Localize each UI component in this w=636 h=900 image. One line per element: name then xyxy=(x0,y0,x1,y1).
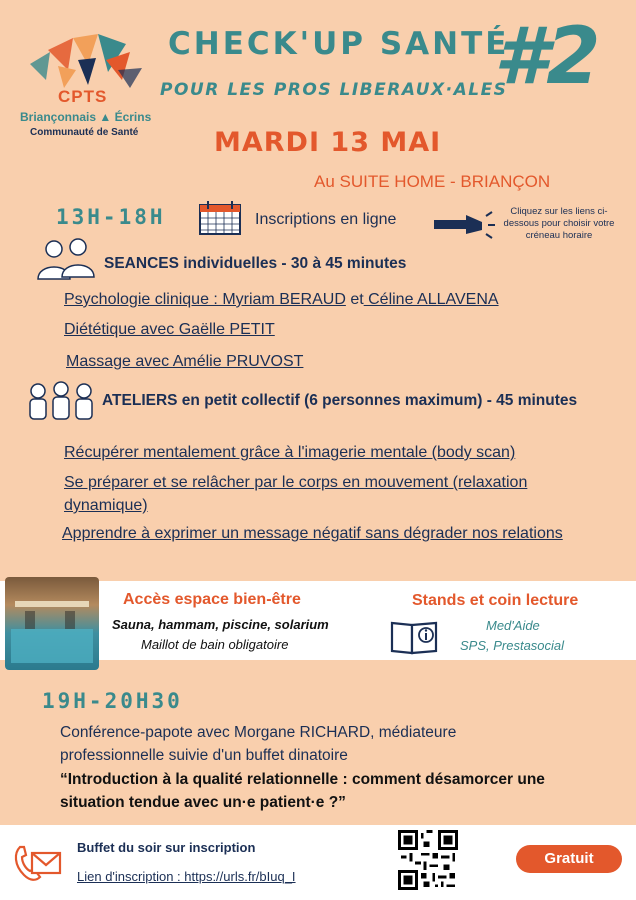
page-title: CHECK'UP SANTÉ xyxy=(168,26,510,62)
workshop-link-communication[interactable]: Apprendre à exprimer un message négatif sans dégrader nos relations xyxy=(62,525,563,542)
evening-quote-1: “Introduction à la qualité relationnelle : comment désamorcer une xyxy=(60,771,545,788)
registration-label: Inscriptions en ligne xyxy=(255,211,397,228)
buffet-note: Buffet du soir sur inscription xyxy=(77,840,256,855)
psychology-separator: et xyxy=(345,291,364,308)
workshop-link-body-scan[interactable]: Récupérer mentalement grâce à l'imagerie mentale (body scan) xyxy=(64,444,516,461)
psychology-link-allavena[interactable]: Céline ALLAVENA xyxy=(363,291,499,308)
book-info-icon xyxy=(388,617,440,657)
registration-hint: Cliquez sur les liens ci-dessous pour choisir votre créneau horaire xyxy=(503,206,615,241)
qr-code-icon[interactable] xyxy=(398,830,458,890)
spa-photo xyxy=(5,577,99,670)
session-psychology xyxy=(64,291,499,309)
stands-line-1: Med'Aide xyxy=(486,618,540,633)
registration-link[interactable]: Lien d'inscription : https://urls.fr/bIuq_I xyxy=(77,869,296,884)
pointing-hand-icon xyxy=(432,210,496,240)
event-date: MARDI 13 MAI xyxy=(214,127,442,158)
logo-tagline: Communauté de Santé xyxy=(30,127,139,138)
wellness-title: Accès espace bien-être xyxy=(123,591,301,608)
workshop-link-relaxation-cont[interactable]: dynamique) xyxy=(64,497,148,514)
edition-number: #2 xyxy=(494,12,599,102)
event-venue: Au SUITE HOME - BRIANÇON xyxy=(314,172,551,191)
stands-line-2: SPS, Prestasocial xyxy=(460,638,565,653)
evening-time: 19H-20H30 xyxy=(42,689,183,713)
page-subtitle: POUR LES PROS LIBERAUX·ALES xyxy=(160,80,508,100)
stands-title: Stands et coin lecture xyxy=(412,592,579,609)
sessions-title: SEANCES individuelles - 30 à 45 minutes xyxy=(104,255,407,272)
phone-mail-icon xyxy=(12,843,62,883)
logo-region: Briançonnais ▲ Écrins xyxy=(20,110,152,124)
workshop-link-relaxation[interactable]: Se préparer et se relâcher par le corps en mouvement (relaxation xyxy=(64,474,528,491)
group-icon xyxy=(26,381,96,425)
cpts-logo xyxy=(14,30,154,145)
calendar-icon xyxy=(198,200,242,236)
mountain-logo-icon xyxy=(18,30,148,92)
session-dietetics-link[interactable]: Diététique avec Gaëlle PETIT xyxy=(64,321,275,338)
evening-description-1: Conférence-papote avec Morgane RICHARD, médiateure xyxy=(60,724,457,741)
session-massage-link[interactable]: Massage avec Amélie PRUVOST xyxy=(66,353,304,370)
workshops-title: ATELIERS en petit collectif (6 personnes maximum) - 45 minutes xyxy=(102,392,578,409)
wellness-note: Maillot de bain obligatoire xyxy=(141,637,289,652)
wellness-facilities: Sauna, hammam, piscine, solarium xyxy=(112,617,329,632)
afternoon-time: 13H-18H xyxy=(56,205,166,229)
price-badge: Gratuit xyxy=(516,845,622,873)
people-icon xyxy=(36,237,96,281)
evening-description-2: professionnelle suivie d'un buffet dinatoire xyxy=(60,747,348,764)
psychology-link-beraud[interactable]: Psychologie clinique : Myriam BERAUD xyxy=(64,291,346,308)
evening-quote-2: situation tendue avec un·e patient·e ?” xyxy=(60,794,346,811)
logo-name: CPTS xyxy=(58,87,108,106)
